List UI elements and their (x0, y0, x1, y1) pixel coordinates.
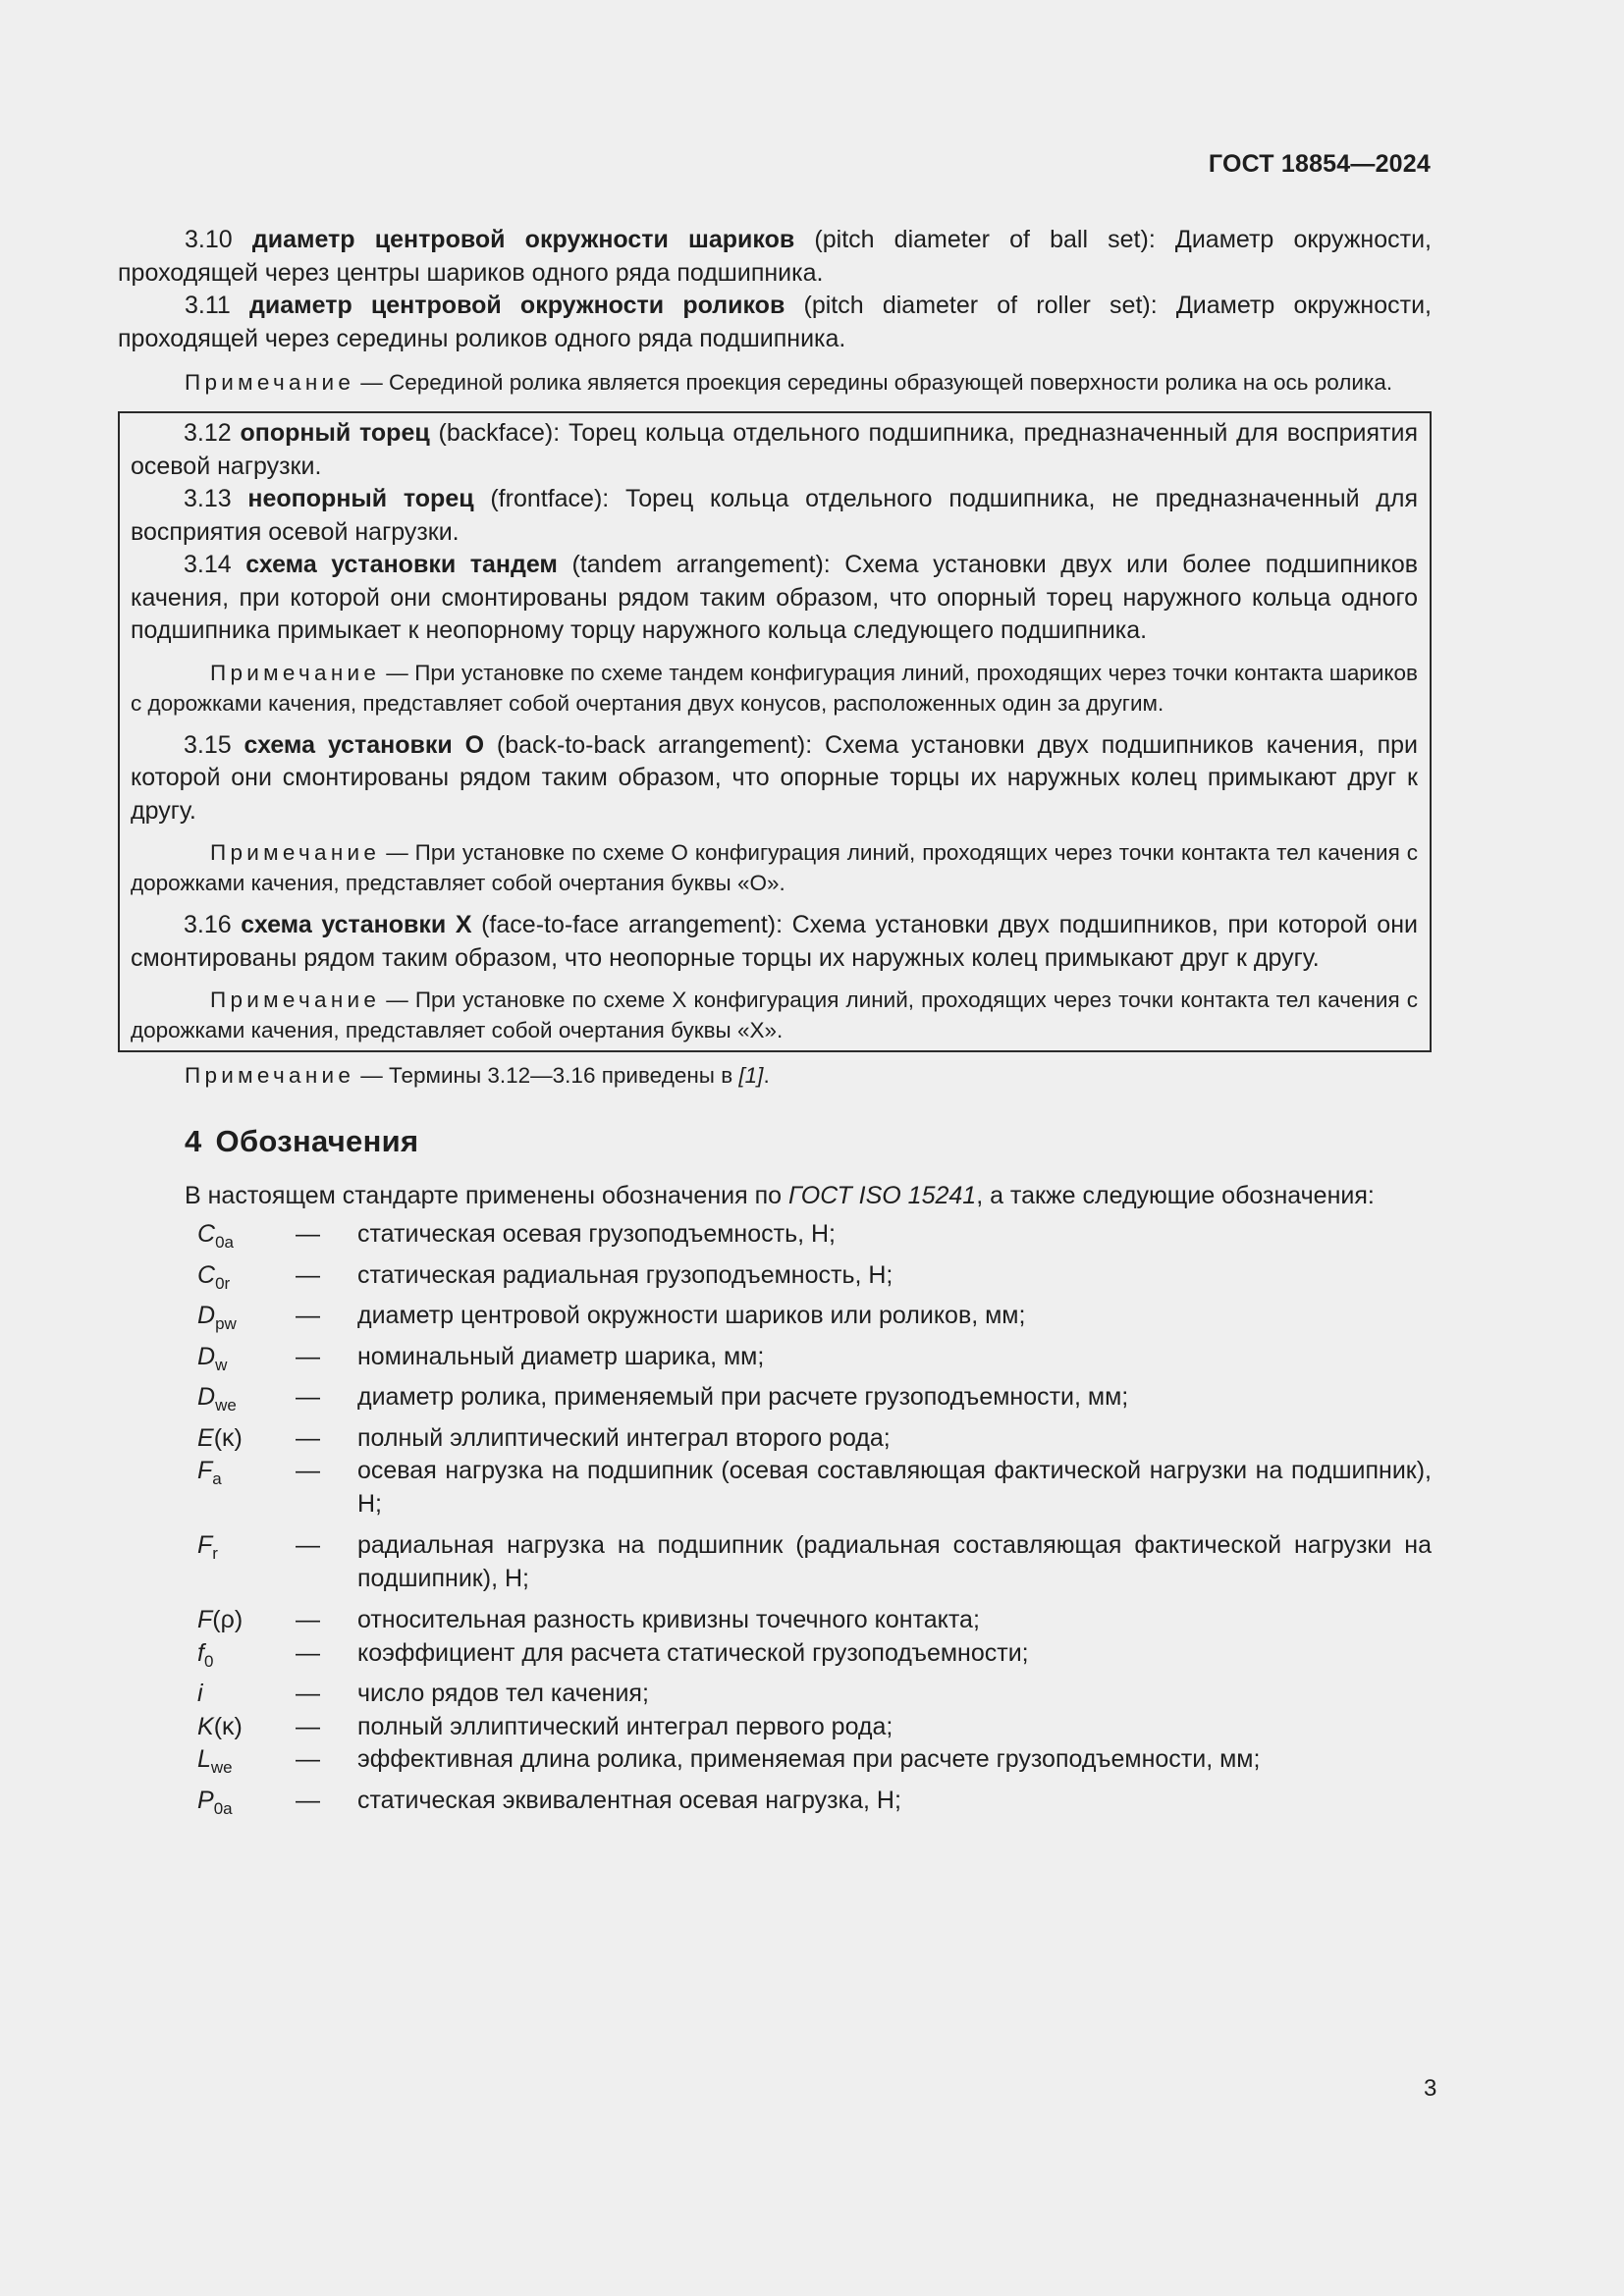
section-title: Обозначения (215, 1124, 419, 1158)
symbol-description: радиальная нагрузка на подшипник (радиальная составляющая фактической нагрузки на подшипник), Н; (357, 1531, 1432, 1592)
symbol-row (118, 1422, 1432, 1456)
symbol-dash: — (296, 1712, 320, 1740)
symbol (118, 1678, 296, 1711)
term-name: опорный торец (240, 419, 430, 447)
symbol (118, 1785, 296, 1826)
symbol-subscript: 0a (215, 1233, 234, 1252)
symbol-dash: — (296, 1457, 320, 1484)
symbol-base: i (197, 1680, 203, 1707)
symbol-argument: (κ) (213, 1423, 243, 1452)
symbol-subscript: we (210, 1758, 233, 1777)
symbol-base: P (197, 1786, 214, 1814)
term-number: 3.14 (184, 551, 232, 578)
symbol-row (118, 1678, 1432, 1711)
note-terms-source (118, 1060, 1432, 1091)
term-number: 3.16 (184, 911, 232, 938)
note-3-11 (118, 367, 1432, 398)
symbol-row (118, 1785, 1432, 1826)
symbol-base: D (197, 1302, 216, 1329)
symbol-base: D (197, 1342, 216, 1370)
symbol-dash: — (296, 1606, 320, 1633)
symbol (118, 1259, 296, 1301)
symbol-description: осевая нагрузка на подшипник (осевая составляющая фактической нагрузки на подшипник), Н; (357, 1457, 1432, 1518)
symbol-description: относительная разность кривизны точечного контакта; (357, 1606, 980, 1633)
symbol-subscript: we (215, 1396, 237, 1415)
term-definition: (frontface): Торец кольца отдельного подшипника, не предназначенный для восприятия осевой нагрузки. (131, 485, 1418, 546)
term-number: 3.10 (185, 226, 233, 253)
symbol-description: статическая осевая грузоподъемность, Н; (357, 1220, 836, 1248)
symbol-row (118, 1529, 1432, 1595)
term-name: схема установки X (241, 911, 472, 938)
term-definition: (tandem arrangement): Схема установки двух или более подшипников качения, при которой они смонтированы рядом таким образом, что опорный торец наружного кольца одного подшипника примыкает к неопорному торцу наружного кольца следующего подшипника. (131, 551, 1418, 644)
symbol-argument: (κ) (213, 1712, 243, 1740)
symbol-base: F (197, 1531, 213, 1559)
term-name: неопорный торец (247, 485, 474, 512)
term-3-14 (131, 549, 1418, 648)
symbol-subscript: w (215, 1355, 228, 1374)
symbol (118, 1637, 296, 1679)
symbol-row (118, 1637, 1432, 1679)
symbol (118, 1743, 296, 1785)
term-name: схема установки тандем (245, 551, 558, 578)
term-definition: (backface): Торец кольца отдельного подшипника, предназначенный для восприятия осевой нагрузки. (131, 419, 1418, 480)
symbol-dash: — (296, 1220, 320, 1248)
symbol-dash: — (296, 1302, 320, 1329)
symbol-dash: — (296, 1745, 320, 1773)
term-3-10 (118, 224, 1432, 290)
symbols-list (118, 1218, 1432, 1825)
symbol (118, 1381, 296, 1422)
symbol-dash: — (296, 1531, 320, 1559)
symbol-base: L (197, 1745, 211, 1773)
note-label: Примечание (210, 840, 381, 865)
symbols-intro (118, 1180, 1432, 1213)
symbol-dash: — (296, 1786, 320, 1814)
note-3-16 (131, 985, 1418, 1045)
term-number: 3.13 (184, 485, 232, 512)
symbol-base: F (197, 1457, 213, 1484)
page-content (118, 224, 1432, 1825)
symbol-subscript: a (212, 1469, 222, 1488)
symbol-row (118, 1300, 1432, 1341)
symbol-description: диаметр центровой окружности шариков или роликов, мм; (357, 1302, 1026, 1329)
symbol (118, 1711, 296, 1744)
note-text: — Термины 3.12—3.16 приведены в (360, 1063, 733, 1088)
symbol (118, 1604, 296, 1637)
note-text: — При установке по схеме O конфигурация линий, проходящих через точки контакта тел качения с дорожками качения, представляет собой очертания буквы «O». (131, 840, 1418, 895)
term-3-15 (131, 729, 1418, 828)
section-heading (185, 1125, 1432, 1158)
note-label: Примечание (210, 988, 381, 1012)
symbol-row (118, 1455, 1432, 1521)
intro-text-end: , а также следующие обозначения: (976, 1181, 1375, 1209)
symbol-argument: (ρ) (212, 1606, 244, 1633)
symbol-dash: — (296, 1260, 320, 1289)
symbol-row (118, 1259, 1432, 1301)
term-number: 3.11 (185, 292, 231, 319)
symbol-dash: — (296, 1383, 320, 1411)
term-3-13 (131, 483, 1418, 549)
term-definition: (back-to-back arrangement): Схема установки двух подшипников качения, при которой они смонтированы рядом таким образом, что опорные торцы их наружных колец примыкают друг к другу. (131, 730, 1418, 825)
symbol-subscript: 0 (203, 1651, 214, 1671)
symbol-description: диаметр ролика, применяемый при расчете грузоподъемности, мм; (357, 1383, 1129, 1411)
symbol-row (118, 1341, 1432, 1382)
standard-reference: ГОСТ ISO 15241 (788, 1181, 977, 1209)
term-3-16 (131, 909, 1418, 975)
term-name: диаметр центровой окружности шариков (251, 226, 795, 253)
note-label: Примечание (185, 1063, 355, 1088)
term-3-12 (131, 417, 1418, 483)
symbol-description: статическая радиальная грузоподъемность, Н; (357, 1260, 893, 1289)
symbol-description: номинальный диаметр шарика, мм; (357, 1342, 765, 1370)
symbol-subscript: pw (215, 1314, 237, 1333)
symbol-dash: — (296, 1638, 320, 1667)
symbol-subscript: r (212, 1544, 218, 1563)
note-3-14 (131, 658, 1418, 719)
intro-text: В настоящем стандарте применены обозначения по (185, 1181, 783, 1209)
symbol-description: полный эллиптический интеграл первого рода; (357, 1712, 893, 1740)
symbol (118, 1529, 296, 1571)
symbol-base: F (197, 1606, 213, 1633)
note-text: — Серединой ролика является проекция середины образующей поверхности ролика на ось ролика. (360, 370, 1393, 395)
term-definition: (pitch diameter of ball set): Диаметр окружности, проходящей через центры шариков одного ряда подшипника. (118, 226, 1433, 287)
section-number: 4 (185, 1124, 202, 1158)
framed-terms-box (118, 411, 1432, 1052)
symbol-description: число рядов тел качения; (357, 1680, 649, 1707)
note-label: Примечание (210, 660, 381, 685)
note-end: . (763, 1063, 770, 1088)
document-code: ГОСТ 18854—2024 (1208, 150, 1431, 178)
symbol-base: C (197, 1260, 216, 1289)
note-3-15 (131, 837, 1418, 898)
note-label: Примечание (185, 370, 355, 395)
symbol (118, 1455, 296, 1496)
symbol-row (118, 1604, 1432, 1637)
page-number: 3 (1424, 2075, 1437, 2102)
symbol-dash: — (296, 1342, 320, 1370)
term-definition: (face-to-face arrangement): Схема установки двух подшипников, при которой они смонтированы рядом таким образом, что неопорные торцы их наружных колец примыкают друг к другу. (131, 911, 1418, 972)
term-name: схема установки O (244, 730, 485, 759)
term-definition: (pitch diameter of roller set): Диаметр окружности, проходящей через середины роликов одного ряда подшипника. (118, 292, 1432, 352)
term-name: диаметр центровой окружности роликов (249, 292, 785, 319)
symbol (118, 1300, 296, 1341)
symbol-row (118, 1711, 1432, 1744)
symbol-base: D (197, 1383, 216, 1411)
symbol-description: эффективная длина ролика, применяемая при расчете грузоподъемности, мм; (357, 1745, 1261, 1773)
symbol-description: статическая эквивалентная осевая нагрузка, Н; (357, 1786, 901, 1814)
symbol-row (118, 1381, 1432, 1422)
symbol-row (118, 1743, 1432, 1785)
symbol-base: f (197, 1638, 204, 1667)
symbol (118, 1341, 296, 1382)
symbol-base: C (197, 1220, 216, 1248)
symbol-description: коэффициент для расчета статической грузоподъемности; (357, 1638, 1029, 1667)
symbol (118, 1422, 296, 1456)
note-text: — При установке по схеме тандем конфигурация линий, проходящих через точки контакта шариков с дорожками качения, представляет собой очертания двух конусов, расположенных один за другим. (131, 660, 1418, 716)
symbol-row (118, 1218, 1432, 1259)
symbol-base: K (197, 1712, 214, 1740)
symbol (118, 1218, 296, 1259)
symbol-description: полный эллиптический интеграл второго рода; (357, 1423, 891, 1452)
symbol-subscript: 0r (215, 1273, 231, 1293)
term-number: 3.12 (184, 419, 232, 447)
symbol-dash: — (296, 1680, 320, 1707)
symbol-base: E (197, 1423, 214, 1452)
bibliography-reference: [1] (738, 1063, 764, 1088)
symbol-subscript: 0a (213, 1798, 233, 1818)
term-3-11 (118, 290, 1432, 355)
note-text: — При установке по схеме X конфигурация линий, проходящих через точки контакта тел качения с дорожками качения, представляет собой очертания буквы «X». (131, 988, 1418, 1042)
symbol-dash: — (296, 1423, 320, 1452)
term-number: 3.15 (184, 730, 232, 759)
